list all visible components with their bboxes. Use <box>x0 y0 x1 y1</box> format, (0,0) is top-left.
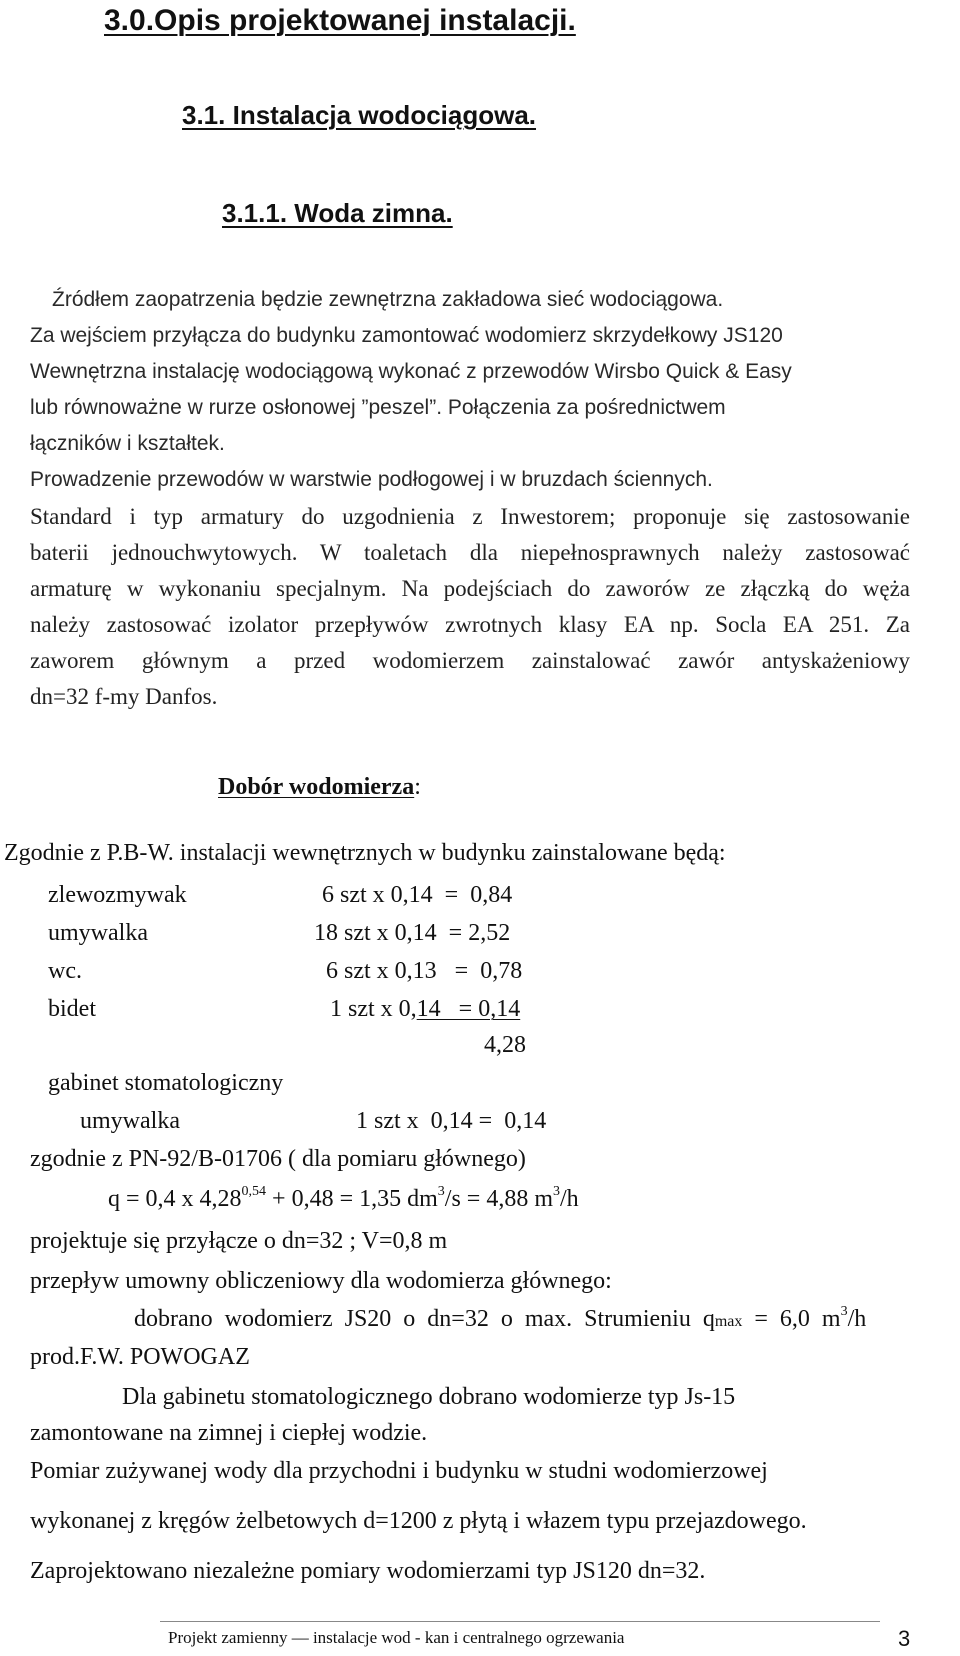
heading-3: 3.1.1. Woda zimna. <box>222 198 453 228</box>
paragraph-line: Prowadzenie przewodów w warstwie podłogowej i w bruzdach ściennych. <box>30 468 713 491</box>
fixture-name: umywalka <box>48 920 148 946</box>
page-number: 3 <box>898 1626 911 1651</box>
paragraph-line: zaworem głównym a przed wodomierzem zainstalować zawór antyskażeniowy <box>30 648 910 673</box>
norm-line: zgodnie z PN-92/B-01706 ( dla pomiaru głównego) <box>30 1146 526 1172</box>
fixture-calc: 6 szt x 0,14 = 0,84 <box>322 882 513 908</box>
paragraph-line: Standard i typ armatury do uzgodnienia z Inwestorem; proponuje się zastosowanie <box>30 504 910 529</box>
paragraph-line: dn=32 f-my Danfos. <box>30 684 218 709</box>
fixture-calc: 1 szt x 0,14 = 0,14 <box>356 1108 547 1134</box>
heading-2: 3.1. Instalacja wodociągowa. <box>182 100 537 130</box>
paragraph-line: Pomiar zużywanej wody dla przychodni i budynku w studni wodomierzowej <box>30 1458 768 1484</box>
formula-part: q = 0,4 x 4,28 <box>108 1186 242 1212</box>
fixture-calc-part: 1 szt x 0, <box>330 996 417 1022</box>
heading-1: 3.0.Opis projektowanej instalacji. <box>104 4 576 37</box>
flow-formula <box>108 1186 579 1213</box>
prod-line: prod.F.W. POWOGAZ <box>30 1344 250 1370</box>
dobrano-part: dobrano wodomierz JS20 o dn=32 o max. Strumieniu q <box>134 1306 715 1332</box>
footer-text: Projekt zamienny — instalacje wod - kan i centralnego ogrzewania <box>168 1628 625 1647</box>
paragraph-line: Zaprojektowano niezależne pomiary wodomierzami typ JS120 dn=32. <box>30 1558 706 1584</box>
paragraph-line: armaturę w wykonaniu specjalnym. Na podejściach do zaworów ze złączką do węża <box>30 576 910 601</box>
section-title-colon: : <box>414 774 421 800</box>
paragraph-line: łączników i kształtek. <box>30 432 225 455</box>
fixture-calc <box>330 996 520 1023</box>
przeplyw-line: przepływ umowny obliczeniowy dla wodomierza głównego: <box>30 1268 612 1294</box>
formula-part: + 0,48 = 1,35 dm <box>266 1186 438 1212</box>
paragraph-line: wykonanej z kręgów żelbetowych d=1200 z płytą i włazem typu przejazdowego. <box>30 1508 807 1534</box>
fixture-name: bidet <box>48 996 96 1022</box>
paragraph-line: zamontowane na zimnej i ciepłej wodzie. <box>30 1420 428 1446</box>
fixture-name: zlewozmywak <box>48 882 187 908</box>
section-title-label: Dobór wodomierza <box>218 774 415 800</box>
paragraph-line: Za wejściem przyłącza do budynku zamontować wodomierz skrzydełkowy JS120 <box>30 324 783 347</box>
section-title <box>218 774 421 801</box>
fixture-calc: 6 szt x 0,13 = 0,78 <box>326 958 523 984</box>
paragraph-line: baterii jednouchwytowych. W toaletach dla niepełnosprawnych należy zastosować <box>30 540 910 565</box>
dobrano-subscript: max <box>714 1313 743 1330</box>
formula-exponent: 3 <box>437 1184 445 1199</box>
footer-rule <box>160 1621 880 1622</box>
formula-exponent: 3 <box>553 1184 561 1199</box>
formula-part: /s = 4,88 m <box>444 1186 554 1212</box>
formula-part: /h <box>560 1186 579 1212</box>
paragraph-line: Źródłem zaopatrzenia będzie zewnętrzna zakładowa sieć wodociągowa. <box>52 288 724 311</box>
dobrano-part: = 6,0 m <box>742 1306 841 1332</box>
dobrano-part: /h <box>847 1306 867 1332</box>
fixture-calc: 18 szt x 0,14 = 2,52 <box>314 920 511 946</box>
fixture-calc-underlined: 14 = 0,14 <box>416 996 521 1022</box>
fixture-name: umywalka <box>80 1108 180 1134</box>
przylacze-line: projektuje się przyłącze o dn=32 ; V=0,8 m <box>30 1228 448 1254</box>
dobrano-line <box>134 1306 866 1333</box>
paragraph-line: Dla gabinetu stomatologicznego dobrano wodomierze typ Js-15 <box>122 1384 736 1410</box>
paragraph-line: Wewnętrzna instalację wodociągową wykonać z przewodów Wirsbo Quick & Easy <box>30 360 792 383</box>
paragraph-line: lub równoważne w rurze osłonowej ”peszel”. Połączenia za pośrednictwem <box>30 396 726 419</box>
fixtures-sum: 4,28 <box>484 1032 526 1058</box>
formula-exponent: 0,54 <box>241 1184 267 1199</box>
dobrano-exponent: 3 <box>840 1304 848 1319</box>
zgodnie-line: Zgodnie z P.B-W. instalacji wewnętrznych w budynku zainstalowane będą: <box>4 840 726 866</box>
paragraph-line: należy zastosować izolator przepływów zwrotnych klasy EA np. Socla EA 251. Za <box>30 612 910 637</box>
fixture-name: wc. <box>48 958 82 984</box>
gabinet-label: gabinet stomatologiczny <box>48 1070 284 1096</box>
